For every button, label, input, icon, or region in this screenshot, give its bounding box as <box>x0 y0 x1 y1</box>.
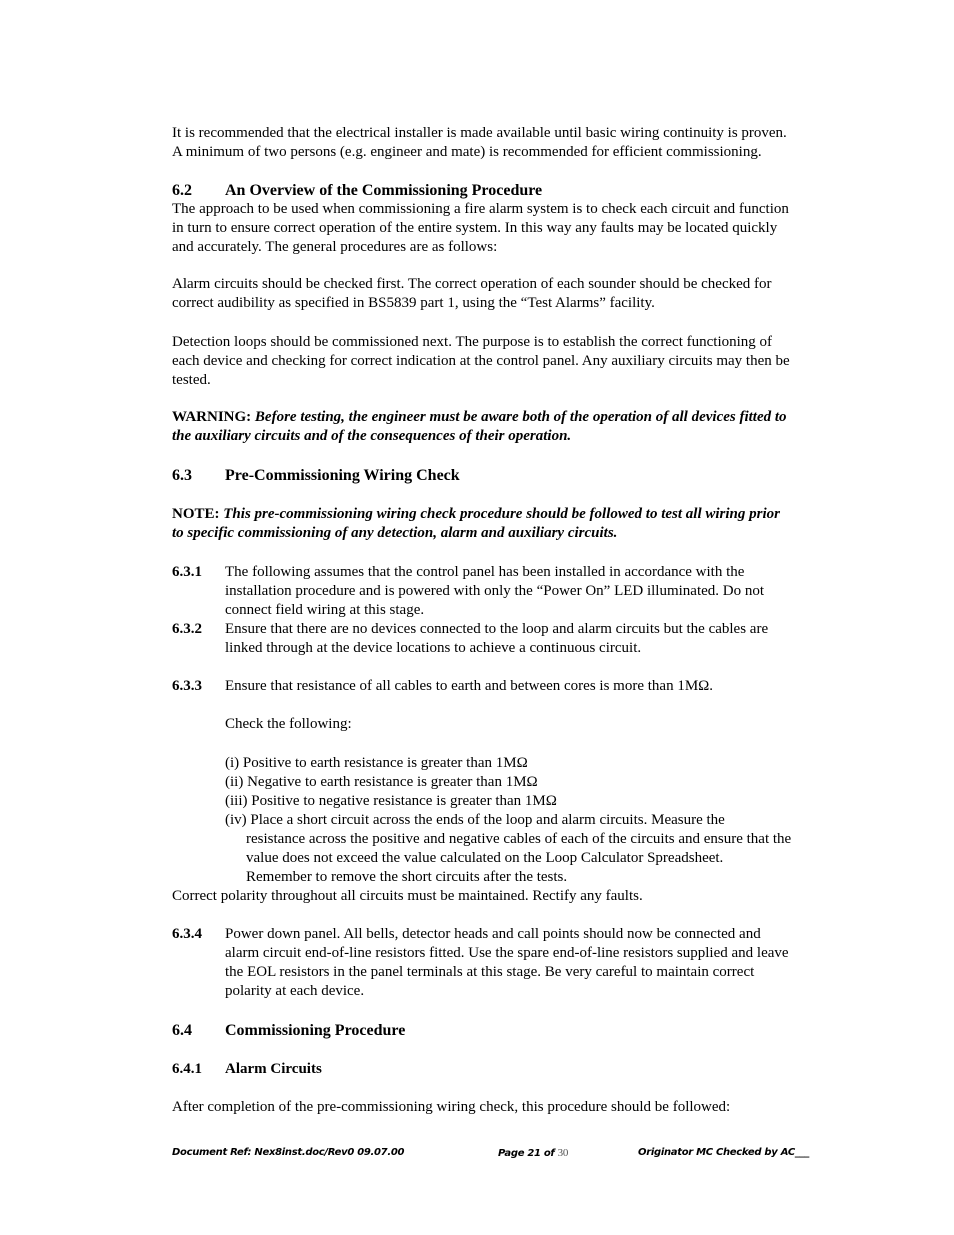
item-number: 6.3.3 <box>172 678 202 694</box>
overview-paragraph-3: Detection loops should be commissioned next. The purpose is to establish the correct functioning of each device and checking for correct indication at the control panel. Any auxiliary circuits may then be tested. <box>172 334 790 388</box>
section-title: Pre-Commissioning Wiring Check <box>225 467 460 484</box>
warning-paragraph <box>172 408 792 446</box>
item-6-3-3 <box>172 677 792 696</box>
document-reference: Document Ref: Nex8inst.doc/Rev0 09.07.00 <box>172 1147 405 1158</box>
section-number: 6.4 <box>172 1022 192 1039</box>
overview-paragraph-1: The approach to be used when commissioning a fire alarm system is to check each circuit and function in turn to ensure correct operation of the entire system. In this way any faults may be located quickly and accurately. The general procedures are as follows: <box>172 201 789 255</box>
check-item-iii: (iii) Positive to negative resistance is greater than 1MΩ <box>225 793 557 809</box>
section-6-4-1-heading <box>172 1060 792 1079</box>
alarm-circuits-paragraph: After completion of the pre-commissioning wiring check, this procedure should be followed: <box>172 1099 731 1115</box>
item-number: 6.3.4 <box>172 926 202 942</box>
note-label: NOTE: <box>172 506 220 522</box>
resistance-check-list <box>225 754 792 887</box>
check-item-iv-continuation: resistance across the positive and negative cables of each of the circuits and ensure that the value does not exceed the value calculated on the Loop Calculator Spreadsheet. Remember to remove the short circuits after the tests. <box>246 831 792 885</box>
item-text: Ensure that there are no devices connected to the loop and alarm circuits but the cables are linked through at the device locations to achieve a continuous circuit. <box>225 621 769 656</box>
subsection-number: 6.4.1 <box>172 1061 202 1077</box>
warning-text: Before testing, the engineer must be aware both of the operation of all devices fitted to the auxiliary circuits and of the consequences of their operation. <box>172 409 787 444</box>
section-number: 6.3 <box>172 467 192 484</box>
item-text: Ensure that resistance of all cables to earth and between cores is more than 1MΩ. <box>225 678 714 694</box>
item-6-3-1 <box>172 563 792 620</box>
check-item-i: (i) Positive to earth resistance is greater than 1MΩ <box>225 755 528 771</box>
note-text: This pre-commissioning wiring check procedure should be followed to test all wiring prior to specific commissioning of any detection, alarm and auxiliary circuits. <box>172 506 780 541</box>
page-footer <box>172 1147 809 1161</box>
note-paragraph <box>172 505 792 543</box>
item-number: 6.3.1 <box>172 564 202 580</box>
section-6-3-heading <box>172 466 792 485</box>
section-title: An Overview of the Commissioning Procedure <box>225 182 543 199</box>
warning-label: WARNING: <box>172 409 252 425</box>
document-page <box>172 124 792 1117</box>
section-number: 6.2 <box>172 182 192 199</box>
item-6-3-4 <box>172 925 792 1001</box>
section-6-4-heading <box>172 1021 792 1040</box>
item-number: 6.3.2 <box>172 621 202 637</box>
item-6-3-2 <box>172 620 792 658</box>
item-text: The following assumes that the control panel has been installed in accordance with the installation procedure and is powered with only the “Power On” LED illuminated. Do not connect field wiring at this stage. <box>225 564 765 618</box>
overview-paragraph-2: Alarm circuits should be checked first. The correct operation of each sounder should be checked for correct audibility as specified in BS5839 part 1, using the “Test Alarms” facility. <box>172 276 772 311</box>
subsection-title: Alarm Circuits <box>225 1061 322 1077</box>
originator-checked: Originator MC Checked by AC___ <box>638 1147 809 1158</box>
polarity-paragraph: Correct polarity throughout all circuits must be maintained. Rectify any faults. <box>172 888 643 904</box>
intro-paragraph: It is recommended that the electrical installer is made available until basic wiring continuity is proven. A minimum of two persons (e.g. engineer and mate) is recommended for efficient commissioning. <box>172 125 787 160</box>
page-total: 30 <box>557 1147 569 1159</box>
section-6-2-heading <box>172 181 792 200</box>
section-title: Commissioning Procedure <box>225 1022 406 1039</box>
check-item-ii: (ii) Negative to earth resistance is greater than 1MΩ <box>225 774 538 790</box>
item-text: Power down panel. All bells, detector heads and call points should now be connected and alarm circuit end-of-line resistors fitted. Use the spare end-of-line resistors supplied and leave the EOL resistors in the panel terminals at this stage. Be very careful to maintain correct polarity at each device. <box>225 926 789 999</box>
check-following: Check the following: <box>225 716 352 732</box>
check-item-iv-first-line: (iv) Place a short circuit across the ends of the loop and alarm circuits. Measure the <box>225 812 725 828</box>
page-label: Page 21 of <box>498 1148 555 1159</box>
page-number <box>498 1147 568 1159</box>
